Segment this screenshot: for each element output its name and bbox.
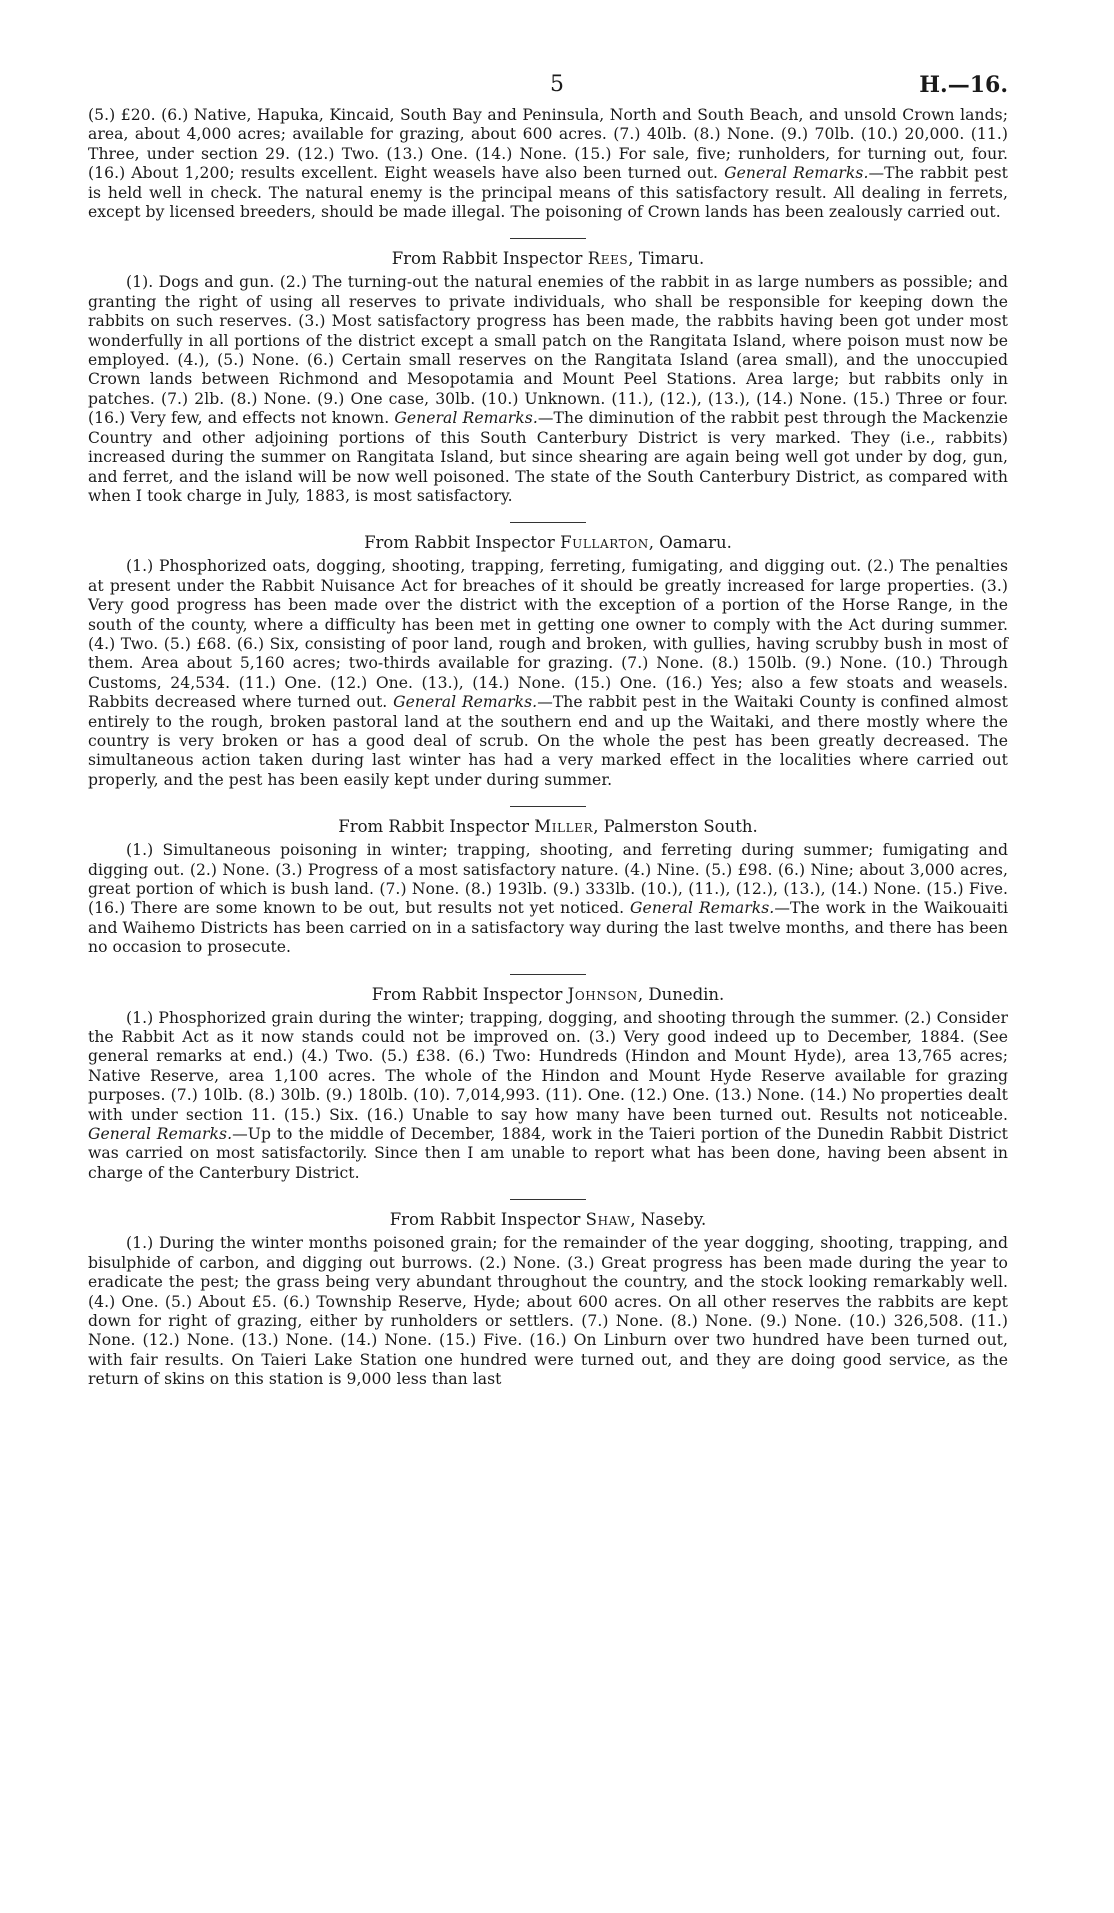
report-text: (1.) During the winter months poisoned grain; for the remainder of the year dogging, shooting, trapping, and bisulphide of carbon, and digging out burrows. (2.) None. (3.) Great progress has been made during the year to eradicate the pest; the grass being very abundant throughout the country, and the stock looking remarkably well. (4.) One. (5.) About £5. (6.) Township Reserve, Hyde; about 600 acres. On all other reserves the rabbits are kept down for right of grazing, either by runholders or settlers. (7.) None. (8.) None. (9.) None. (10.) 326,508. (11.) None. (12.) None. (13.) None. (14.) None. (15.) Five. (16.) On Linburn over two hundred have been turned out, with fair results. On Taieri Lake Station one hundred were turned out, and they are doing good service, as the return of skins on this station is 9,000 less than last — [88, 1234, 1008, 1389]
report-text: (1.) Phosphorized oats, dogging, shooting, trapping, ferreting, fumigating, and digging out. (2.) The penalties at present under the Rabbit Nuisance Act for breaches of it should be greatly increased for large properties. (3.) Very good progress has been made over the district with the exception of a portion of the Horse Range, in the south of the county, where a difficulty has been met in getting one owner to comply with the Act during summer. (4.) Two. (5.) £68. (6.) Six, consisting of poor land, rough and broken, with gullies, having scrubby bush in most of them. Area about 5,160 acres; two-thirds available for grazing. (7.) None. (8.) 150lb. (9.) None. (10.) Through Customs, 24,534. (11.) One. (12.) One. (13.), (14.) None. (15.) One. (16.) Yes; also a few stoats and weasels. Rabbits decreased where turned out. — [88, 557, 1008, 712]
report-paragraph-shaw — [88, 1234, 1008, 1389]
page-number: 5 — [550, 72, 564, 97]
section-divider — [510, 974, 586, 975]
intro-text: (5.) £20. (6.) Native, Hapuka, Kincaid, South Bay and Peninsula, North and South Beach, and unsold Crown lands; area, about 4,000 acres; available for grazing, about 600 acres. (7.) 40lb. (8.) None. (9.) 70lb. (10.) 20,000. (11.) Three, under section 29. (12.) Two. (13.) One. (14.) None. (15.) For sale, five; runholders, for turning out, four. (16.) About 1,200; results excellent. Eight weasels have also been turned out. — [88, 106, 1008, 183]
section-divider — [510, 806, 586, 807]
report-paragraph-johnson — [88, 1009, 1008, 1184]
section-divider — [510, 238, 586, 239]
inspector-name: Shaw — [585, 1210, 631, 1230]
intro-paragraph — [88, 106, 1008, 222]
report-paragraph-miller — [88, 841, 1008, 957]
section-heading-rees — [88, 249, 1008, 269]
page-header — [88, 72, 1008, 106]
section-heading-shaw — [88, 1210, 1008, 1230]
heading-prefix: From Rabbit Inspector — [338, 817, 529, 837]
heading-prefix: From Rabbit Inspector — [364, 533, 555, 553]
report-paragraph-rees — [88, 273, 1008, 506]
intro-remarks-label: General Remarks. — [724, 164, 869, 183]
section-heading-miller — [88, 817, 1008, 837]
inspector-place: , Naseby. — [630, 1210, 707, 1230]
inspector-place: , Palmerston South. — [593, 817, 758, 837]
document-reference: H.—16. — [919, 72, 1008, 98]
inspector-name: Johnson — [567, 984, 638, 1004]
inspector-place: , Oamaru. — [648, 533, 732, 553]
report-text: (1.) Simultaneous poisoning in winter; trapping, shooting, and ferreting during summer; fumigating and digging out. (2.) None. (3.) Progress of a most satisfactory nature. (4.) Nine. (5.) £98. (6.) Nine; about 3,000 acres, great portion of which is bush land. (7.) None. (8.) 193lb. (9.) 333lb. (10.), (11.), (12.), (13.), (14.) None. (15.) Five. (16.) There are some known to be out, but results not yet noticed. — [88, 841, 1008, 918]
remarks-label: General Remarks. — [630, 899, 775, 918]
inspector-name: Miller — [534, 817, 594, 837]
heading-prefix: From Rabbit Inspector — [391, 249, 583, 269]
heading-prefix: From Rabbit Inspector — [389, 1210, 581, 1230]
document-page — [88, 72, 1008, 1390]
inspector-place: , Dunedin. — [637, 984, 725, 1004]
inspector-name: Rees — [587, 249, 629, 269]
remarks-label: General Remarks. — [88, 1125, 233, 1144]
heading-prefix: From Rabbit Inspector — [371, 984, 563, 1004]
remarks-text: —The diminution of the rabbit pest through the Mackenzie Country and other adjoining portions of this South Canterbury District is very marked. They (i.e., rabbits) increased during the summer on Rangitata Island, but since shearing are again being well got under by dog, gun, and ferret, and the island will be now well poisoned. The state of the South Canterbury District, as compared with when I took charge in July, 1883, is most satisfactory. — [88, 409, 1009, 505]
inspector-place: , Timaru. — [628, 249, 705, 269]
report-text: (1). Dogs and gun. (2.) The turning-out the natural enemies of the rabbit in as large numbers as possible; and granting the right of using all reserves to private individuals, who shall be responsible for keeping down the rabbits on such reserves. (3.) Most satisfactory progress has been made, the rabbits having been got under most wonderfully in all portions of the district except a small patch on the Rangitata Island, where poison must now be employed. (4.), (5.) None. (6.) Certain small reserves on the Rangitata Island (area small), and the unoccupied Crown lands between Richmond and Mesopotamia and Mount Peel Stations. Area large; but rabbits only in patches. (7.) 2lb. (8.) None. (9.) One case, 30lb. (10.) Unknown. (11.), (12.), (13.), (14.) None. (15.) Three or four. (16.) Very few, and effects not known. — [88, 273, 1008, 428]
remarks-label: General Remarks. — [393, 693, 538, 712]
inspector-name: Fullarton — [560, 533, 649, 553]
section-heading-fullarton — [88, 533, 1008, 553]
remarks-text: —Up to the middle of December, 1884, work in the Taieri portion of the Dunedin Rabbit District was carried on most satisfactorily. Since then I am unable to report what has been done, having been absent in charge of the Canterbury District. — [88, 1125, 1009, 1182]
section-divider — [510, 1199, 586, 1200]
remarks-text: —The rabbit pest in the Waitaki County is confined almost entirely to the rough, broken pastoral land at the southern end and up the Waitaki, and there mostly where the country is very broken or has a good deal of scrub. On the whole the pest has been greatly decreased. The simultaneous action taken during last winter has had a very marked effect in the localities where carried out properly, and the pest has been easily kept under during summer. — [88, 693, 1009, 789]
intro-remarks-text: —The rabbit pest is held well in check. The natural enemy is the principal means of this satisfactory result. All dealing in ferrets, except by licensed breeders, should be made illegal. The poisoning of Crown lands has been zealously carried out. — [88, 164, 1008, 222]
report-paragraph-fullarton — [88, 557, 1008, 790]
remarks-text: —The work in the Waikouaiti and Waihemo Districts has been carried on in a satisfactory way during the last twelve months, and there has been no occasion to prosecute. — [88, 899, 1008, 957]
remarks-label: General Remarks. — [394, 409, 538, 428]
section-divider — [510, 522, 586, 523]
report-text: (1.) Phosphorized grain during the winter; trapping, dogging, and shooting through the summer. (2.) Consider the Rabbit Act as it now stands could not be improved on. (3.) Very good indeed up to December, 1884. (See general remarks at end.) (4.) Two. (5.) £38. (6.) Two: Hundreds (Hindon and Mount Hyde), area 13,765 acres; Native Reserve, area 1,100 acres. The whole of the Hindon and Mount Hyde Reserve available for grazing purposes. (7.) 10lb. (8.) 30lb. (9.) 180lb. (10). 7,014,993. (11). One. (12.) One. (13.) None. (14.) No properties dealt with under section 11. (15.) Six. (16.) Unable to say how many have been turned out. Results not noticeable. — [88, 1008, 1008, 1124]
section-heading-johnson — [88, 985, 1008, 1005]
